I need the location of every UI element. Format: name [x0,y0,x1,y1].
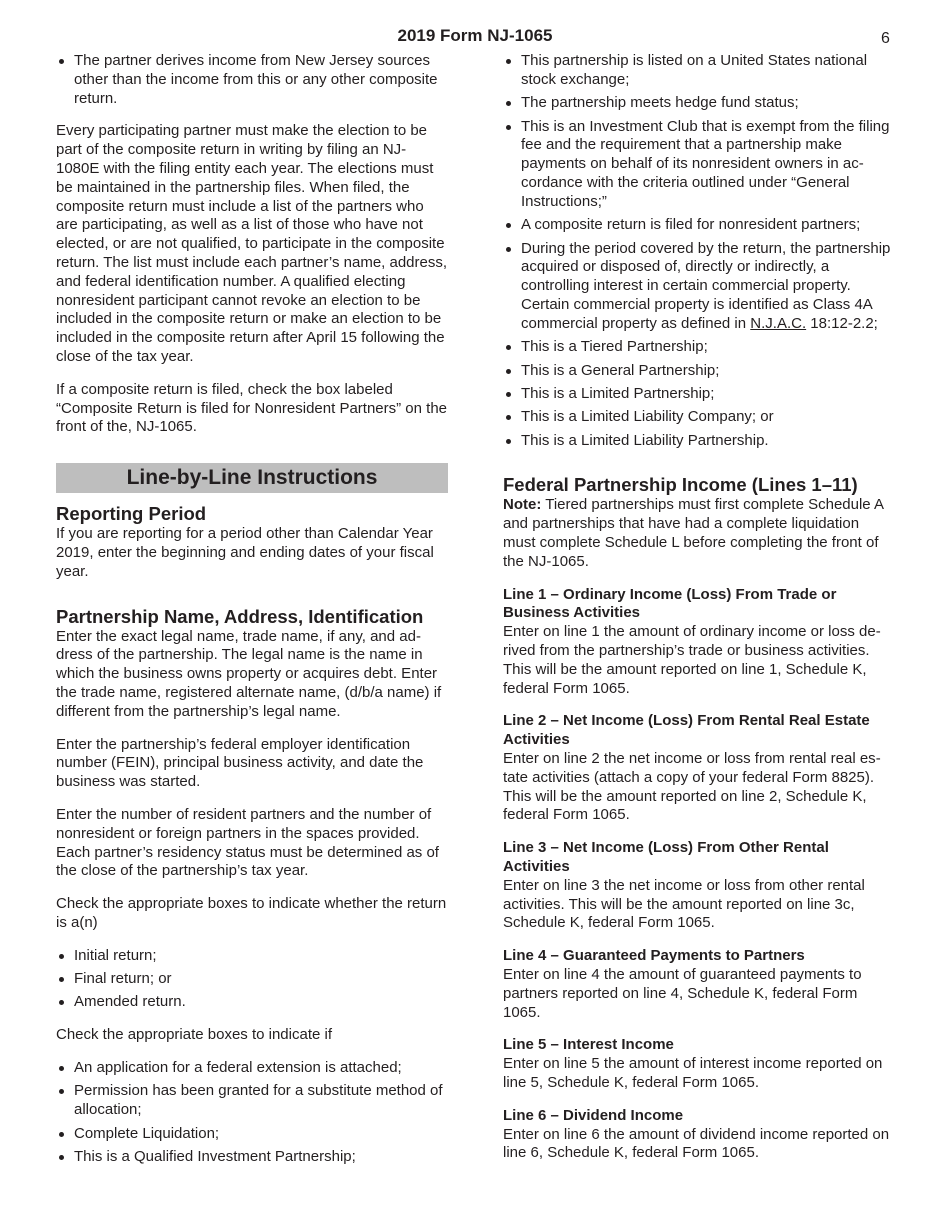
left-column [56,52,448,1181]
line-instruction [503,947,895,1022]
partnership-name-heading: Partnership Name, Address, Identification [56,605,424,627]
partners-count-paragraph: Enter the number of resident partners and the number of nonresident or foreign partners in the spaces provided. Each partner’s residency status must be determined as of the close of the partnership’s tax year. [56,805,439,880]
check-if-paragraph: Check the appropriate boxes to indicate if [56,1026,332,1044]
list-item: Final return; or [56,970,448,989]
line-instruction [503,839,895,933]
list-item: Initial return; [56,947,448,966]
list-item: Complete Liquidation; [56,1125,448,1144]
right-column [503,52,895,1177]
check-if-list [56,1059,448,1167]
return-type-list [56,947,448,1013]
line-text: Enter on line 3 the net income or loss from other rental activities. This will be the amount reported on line 3c, Schedule K, federal Form 1065. [503,876,865,932]
commercial-text: During the period covered by the return, the partnership acquired or disposed of, directly or indirectly, a controlling interest in certain commercial property. Certain commercial property is identified as Class 4A commercial property as defined in [521,239,891,332]
line-instruction [503,586,895,699]
line-by-line-banner: Line-by-Line Instructions [56,463,448,493]
composite-election-paragraph: Every participating partner must make the election to be part of the composite return in writing by filing an NJ-1080E with the filing entity each year. The elections must be maintained in the partnership files. When filed, the composite return must include a list of the partners who are participating, as well as a list of those who have not elected, or are not qualified, to participate in the composite return. The list must include each partner’s name, address, and federal identification number. A qualified electing nonresident participant cannot revoke an election to be included in the composite return or make an election to be included in the composite return after April 15 following the close of the tax year. [56,122,448,365]
njac-reference: N.J.A.C. [750,314,807,332]
commercial-text-end: 18:12-2.2; [806,314,878,332]
list-item: Amended return. [56,993,448,1012]
line-instruction [503,1107,895,1163]
list-item: This is a Qualified Investment Partnership; [56,1148,448,1167]
list-item-commercial-property [503,240,895,334]
line-text: Enter on line 5 the amount of interest income reported on line 5, Schedule K, federal Form 1065. [503,1055,883,1091]
partnership-name-paragraph: Enter the exact legal name, trade name, if any, and address of the partnership. The legal name is the name in which the business owns property or acquires debt. Enter the trade name, registered alternate name, (d/b/a name) if different from the partnership’s legal name. [56,627,442,720]
return-type-paragraph: Check the appropriate boxes to indicate whether the return is a(n) [56,895,447,931]
list-item: This is a Tiered Partnership; [503,338,895,357]
list-item: This is an Investment Club that is exempt from the filing fee and the requirement that a partnership make payments on behalf of its nonresident owners in accordance with the criteria outlined under “General Instructions;” [503,118,895,212]
list-item: The partner derives income from New Jersey sources other than the income from this or any other composite return. [56,52,448,108]
fein-paragraph: Enter the partnership’s federal employer identification number (FEIN), principal business activity, and date the business was started. [56,735,424,791]
line-text: Enter on line 4 the amount of guaranteed payments to partners reported on line 4, Schedule K, federal Form 1065. [503,966,862,1021]
line-text: Enter on line 2 the net income or loss from rental real estate activities (attach a copy of your federal Form 8825). This will be the amount reported on line 2, Schedule K, federal Form 1065. [503,750,881,824]
line-text: Enter on line 6 the amount of dividend income reported on line 6, Schedule K, federal Form 1065. [503,1125,890,1162]
line-heading: Line 5 – Interest Income [503,1036,674,1054]
list-item: Permission has been granted for a substitute method of allocation; [56,1082,448,1120]
partnership-status-list [503,52,895,450]
line-heading: Line 6 – Dividend Income [503,1106,684,1124]
note-text: Tiered partnerships must first complete Schedule A and partnerships that have had a complete liquidation must complete Schedule L before completing the front of the NJ-1065. [503,496,884,570]
list-item: This is a Limited Liability Partnership. [503,432,895,451]
page-number: 6 [881,30,890,47]
list-item: This partnership is listed on a United States national stock exchange; [503,52,895,90]
line-instruction [503,712,895,825]
line-text: Enter on line 1 the amount of ordinary income or loss derived from the partnership’s trade or business activities. This will be the amount reported on line 1, Schedule K, federal Form 1065. [503,623,881,697]
federal-income-note [503,496,895,571]
note-label: Note: [503,496,542,514]
list-item: An application for a federal extension is attached; [56,1059,448,1078]
line-instruction [503,1036,895,1092]
line-heading: Line 2 – Net Income (Loss) From Rental Real Estate Activities [503,712,870,749]
composite-checkbox-paragraph: If a composite return is filed, check the box labeled “Composite Return is filed for Nonresident Partners” on the front of the, NJ-1065. [56,380,448,436]
federal-income-heading: Federal Partnership Income (Lines 1–11) [503,474,858,496]
page-title: 2019 Form NJ-1065 [397,26,553,45]
list-item: This is a Limited Partnership; [503,385,895,404]
list-item: A composite return is filed for nonresident partners; [503,216,895,235]
line-heading: Line 1 – Ordinary Income (Loss) From Trade or Business Activities [503,585,837,622]
reporting-period-text: If you are reporting for a period other than Calendar Year 2019, enter the beginning and ending dates of your fiscal year. [56,525,434,580]
list-item: This is a General Partnership; [503,362,895,381]
reporting-period-heading: Reporting Period [56,503,207,525]
list-item: This is a Limited Liability Company; or [503,408,895,427]
list-item: The partnership meets hedge fund status; [503,94,895,113]
partner-conditions-list [56,52,448,108]
line-heading: Line 3 – Net Income (Loss) From Other Rental Activities [503,839,829,876]
line-heading: Line 4 – Guaranteed Payments to Partners [503,947,805,965]
